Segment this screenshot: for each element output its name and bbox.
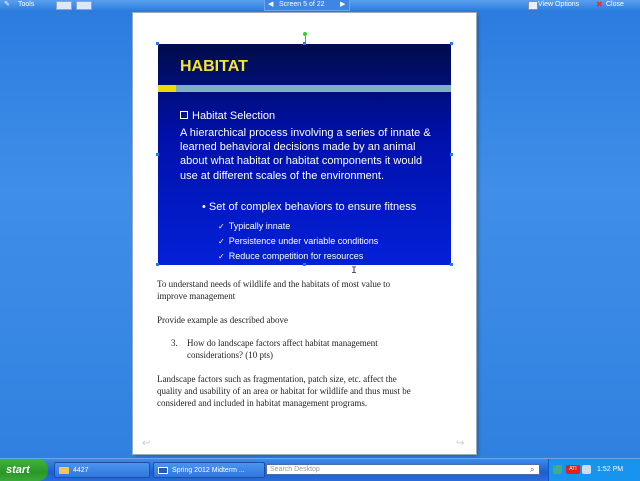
- checkmark-icon: ✓: [218, 252, 225, 261]
- close-icon[interactable]: ✖: [596, 0, 603, 9]
- slide-check-item: [218, 251, 363, 261]
- slide-check-text: Typically innate: [228, 221, 291, 231]
- slide-check-text: Persistence under variable conditions: [228, 236, 379, 246]
- text-cursor-icon: I: [351, 266, 358, 277]
- slide-check-item: [218, 221, 290, 231]
- start-button[interactable]: [0, 459, 48, 481]
- page-next-icon[interactable]: ↪: [456, 438, 465, 449]
- view-options-icon[interactable]: [528, 1, 538, 10]
- slide-image[interactable]: [158, 44, 451, 265]
- question-text-line: How do landscape factors affect habitat management: [187, 338, 378, 348]
- slide-check-text: Reduce competition for resources: [228, 251, 364, 261]
- tools-menu[interactable]: Tools: [18, 1, 35, 8]
- word-icon: [158, 467, 168, 474]
- top-toolbar: [0, 0, 640, 10]
- slide-subheading: [180, 110, 275, 122]
- slide-body-text: A hierarchical process involving a series of innate & learned behavioral decisions made by an animal about what habitat or habitat components it would use at different scales of the environment.: [180, 127, 431, 182]
- taskbar: [0, 458, 640, 481]
- doc-paragraph-line: improve management: [157, 291, 236, 301]
- tray-network-icon[interactable]: [553, 465, 562, 474]
- answer-line: quality and usability of an area or habitat for wildlife and thus must be: [157, 386, 411, 396]
- checkmark-icon: ✓: [218, 237, 225, 246]
- system-tray: [548, 459, 640, 481]
- search-icon[interactable]: ⌕: [530, 465, 535, 474]
- toolbar-button-1[interactable]: [56, 1, 72, 10]
- task-label: Spring 2012 Midterm ...: [172, 467, 245, 474]
- next-screen-icon[interactable]: ▶: [340, 1, 346, 8]
- selection-handle[interactable]: [156, 153, 159, 156]
- start-label: start: [6, 464, 30, 476]
- doc-paragraph-line: Provide example as described above: [157, 315, 288, 325]
- slide-check-item: [218, 236, 378, 246]
- view-options-button[interactable]: View Options: [538, 1, 580, 8]
- selection-handle[interactable]: [303, 42, 306, 45]
- task-label: 4427: [73, 467, 89, 474]
- page-prev-icon[interactable]: ↩: [142, 438, 151, 449]
- selection-handle[interactable]: [450, 153, 453, 156]
- answer-line: Landscape factors such as fragmentation, patch size, etc. affect the: [157, 374, 397, 384]
- slide-bullet-text: Set of complex behaviors to ensure fitness: [208, 201, 417, 213]
- checkmark-icon: ✓: [218, 222, 225, 231]
- clock: 1:52 PM: [597, 466, 624, 473]
- slide-subheading-text: Habitat Selection: [192, 110, 276, 122]
- selection-handle[interactable]: [450, 42, 453, 45]
- square-bullet-icon: [180, 111, 188, 119]
- question-number: 3.: [171, 338, 178, 348]
- rotate-handle[interactable]: [303, 32, 307, 36]
- toolbar-button-2[interactable]: [76, 1, 92, 10]
- search-desktop-input[interactable]: Search Desktop: [266, 464, 540, 475]
- tray-ati-icon[interactable]: ATI: [566, 465, 580, 474]
- doc-paragraph-line: To understand needs of wildlife and the habitats of most value to: [157, 279, 391, 289]
- tray-volume-icon[interactable]: [582, 465, 591, 474]
- folder-icon: [59, 467, 69, 474]
- prev-screen-icon[interactable]: ◀: [268, 1, 274, 8]
- selection-handle[interactable]: [450, 263, 453, 266]
- selection-handle[interactable]: [156, 263, 159, 266]
- screen-indicator: Screen 5 of 22: [279, 1, 325, 8]
- slide-divider-bar: [176, 85, 451, 92]
- answer-line: considered and included in habitat management programs.: [157, 398, 368, 408]
- taskbar-folder-4427[interactable]: [54, 462, 150, 478]
- close-button[interactable]: Close: [606, 1, 624, 8]
- question-text-line: considerations? (10 pts): [187, 350, 273, 360]
- slide-accent-bar: [158, 85, 176, 92]
- tools-icon[interactable]: ✎: [4, 1, 10, 8]
- selection-handle[interactable]: [156, 42, 159, 45]
- taskbar-document-midterm[interactable]: [153, 462, 265, 478]
- selection-handle[interactable]: [303, 263, 306, 266]
- slide-bullet: • Set of complex behaviors to ensure fitness: [202, 201, 417, 213]
- slide-title: HABITAT: [180, 58, 248, 75]
- screen-navigator: [264, 0, 350, 11]
